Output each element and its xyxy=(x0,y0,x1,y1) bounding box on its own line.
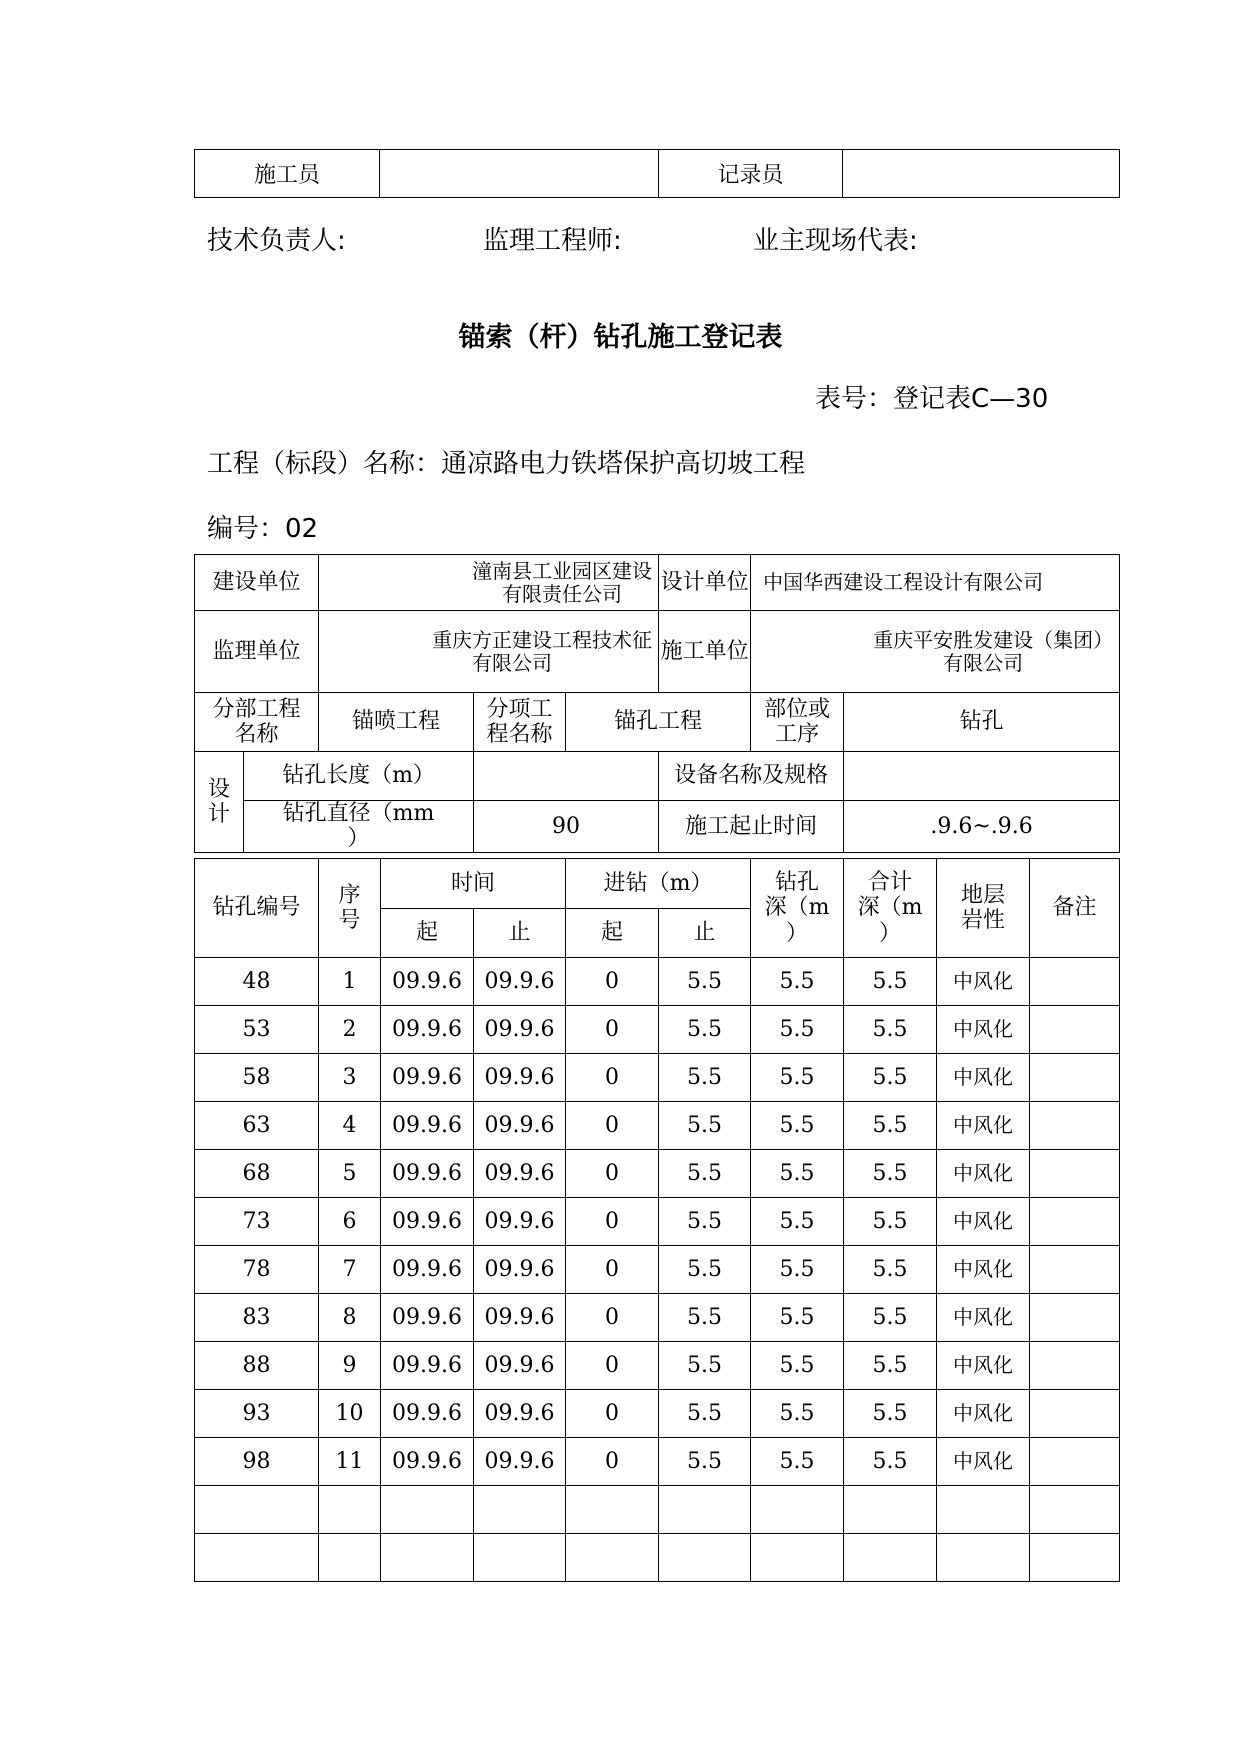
advance-end-cell: 5.5 xyxy=(659,1246,751,1294)
time-start-cell: 09.9.6 xyxy=(381,1150,474,1198)
advance-end-cell: 5.5 xyxy=(659,958,751,1006)
time-end-cell xyxy=(474,1486,566,1534)
advance-end-cell: 5.5 xyxy=(659,1102,751,1150)
advance-start-cell: 0 xyxy=(566,1342,659,1390)
hole-no-cell: 53 xyxy=(195,1006,319,1054)
depth-cell: 5.5 xyxy=(751,1246,844,1294)
remark-cell xyxy=(1030,1102,1120,1150)
time-end-cell: 09.9.6 xyxy=(474,1294,566,1342)
advance-start-cell xyxy=(566,1486,659,1534)
total-depth-cell: 5.5 xyxy=(844,1006,937,1054)
equipment-label: 设备名称及规格 xyxy=(659,752,844,801)
recorder-label: 记录员 xyxy=(659,150,843,198)
depth-cell: 5.5 xyxy=(751,1150,844,1198)
time-start-header: 起 xyxy=(381,909,474,958)
table-row xyxy=(195,1054,1120,1102)
time-start-cell: 09.9.6 xyxy=(381,1438,474,1486)
table-row xyxy=(195,1390,1120,1438)
time-start-cell: 09.9.6 xyxy=(381,1294,474,1342)
constructor-label: 施工员 xyxy=(195,150,380,198)
hole-no-cell: 93 xyxy=(195,1390,319,1438)
rock-cell: 中风化 xyxy=(937,1150,1030,1198)
advance-start-cell: 0 xyxy=(566,1054,659,1102)
rock-cell: 中风化 xyxy=(937,1102,1030,1150)
total-depth-cell: 5.5 xyxy=(844,1390,937,1438)
time-start-cell: 09.9.6 xyxy=(381,958,474,1006)
depth-cell xyxy=(751,1534,844,1582)
rock-cell: 中风化 xyxy=(937,1438,1030,1486)
time-end-header: 止 xyxy=(474,909,566,958)
period-value: .9.6~.9.6 xyxy=(844,801,1120,853)
remark-cell xyxy=(1030,1294,1120,1342)
seq-cell: 11 xyxy=(319,1438,381,1486)
time-end-cell: 09.9.6 xyxy=(474,1342,566,1390)
time-header: 时间 xyxy=(381,859,566,909)
hole-no-cell xyxy=(195,1486,319,1534)
time-end-cell: 09.9.6 xyxy=(474,1198,566,1246)
rock-cell: 中风化 xyxy=(937,1246,1030,1294)
rock-cell: 中风化 xyxy=(937,1054,1030,1102)
depth-cell: 5.5 xyxy=(751,1054,844,1102)
table-row xyxy=(195,1294,1120,1342)
table-row xyxy=(195,1246,1120,1294)
form-number: 表号：登记表C—30 xyxy=(815,384,1049,414)
total-depth-cell: 5.5 xyxy=(844,1102,937,1150)
division-value: 锚喷工程 xyxy=(319,693,474,752)
depth-cell: 5.5 xyxy=(751,1390,844,1438)
advance-start-cell: 0 xyxy=(566,1438,659,1486)
supervision-unit-label: 监理单位 xyxy=(195,611,319,693)
rock-cell: 中风化 xyxy=(937,1294,1030,1342)
time-end-cell: 09.9.6 xyxy=(474,1006,566,1054)
seq-cell: 4 xyxy=(319,1102,381,1150)
total-depth-cell: 5.5 xyxy=(844,1054,937,1102)
table-row xyxy=(195,1534,1120,1582)
advance-start-cell: 0 xyxy=(566,1390,659,1438)
depth-cell: 5.5 xyxy=(751,1294,844,1342)
depth-cell: 5.5 xyxy=(751,1342,844,1390)
hole-length-value xyxy=(474,752,659,801)
rock-cell xyxy=(937,1486,1030,1534)
serial-number: 编号：02 xyxy=(207,514,319,544)
total-depth-cell xyxy=(844,1486,937,1534)
table-row xyxy=(195,1006,1120,1054)
time-end-cell: 09.9.6 xyxy=(474,1150,566,1198)
period-label: 施工起止时间 xyxy=(659,801,844,853)
design-label: 设 计 xyxy=(195,752,244,853)
remark-cell xyxy=(1030,1006,1120,1054)
remark-cell xyxy=(1030,1438,1120,1486)
remark-cell xyxy=(1030,1342,1120,1390)
total-depth-header: 合计 深（m ） xyxy=(844,859,937,958)
time-start-cell: 09.9.6 xyxy=(381,1102,474,1150)
advance-end-cell: 5.5 xyxy=(659,1342,751,1390)
time-end-cell: 09.9.6 xyxy=(474,1390,566,1438)
rock-cell xyxy=(937,1534,1030,1582)
remark-cell xyxy=(1030,1534,1120,1582)
time-end-cell xyxy=(474,1534,566,1582)
hole-no-cell: 68 xyxy=(195,1150,319,1198)
hole-no-cell: 73 xyxy=(195,1198,319,1246)
time-start-cell: 09.9.6 xyxy=(381,1054,474,1102)
depth-cell xyxy=(751,1486,844,1534)
rock-cell: 中风化 xyxy=(937,1006,1030,1054)
contractor-label: 施工单位 xyxy=(659,611,751,693)
division-label: 分部工程 名称 xyxy=(195,693,319,752)
time-start-cell: 09.9.6 xyxy=(381,1342,474,1390)
depth-cell: 5.5 xyxy=(751,1006,844,1054)
contractor-value: 重庆平安胜发建设（集团） 有限公司 xyxy=(751,611,1120,693)
rock-cell: 中风化 xyxy=(937,1342,1030,1390)
total-depth-cell: 5.5 xyxy=(844,1342,937,1390)
time-end-cell: 09.9.6 xyxy=(474,1246,566,1294)
time-end-cell: 09.9.6 xyxy=(474,958,566,1006)
time-start-cell: 09.9.6 xyxy=(381,1390,474,1438)
supervision-unit-value: 重庆方正建设工程技术征 有限公司 xyxy=(319,611,659,693)
seq-cell: 5 xyxy=(319,1150,381,1198)
time-start-cell xyxy=(381,1486,474,1534)
seq-cell: 9 xyxy=(319,1342,381,1390)
hole-no-cell: 63 xyxy=(195,1102,319,1150)
tech-lead-label: 技术负责人: xyxy=(207,226,346,256)
advance-start-header: 起 xyxy=(566,909,659,958)
advance-start-cell: 0 xyxy=(566,1006,659,1054)
builder-value: 潼南县工业园区建设 有限责任公司 xyxy=(319,555,659,611)
hole-diameter-label: 钻孔直径（mm ） xyxy=(244,801,474,853)
total-depth-cell: 5.5 xyxy=(844,958,937,1006)
total-depth-cell: 5.5 xyxy=(844,1198,937,1246)
advance-end-cell: 5.5 xyxy=(659,1006,751,1054)
seq-cell: 2 xyxy=(319,1006,381,1054)
remark-cell xyxy=(1030,1390,1120,1438)
hole-no-cell: 48 xyxy=(195,958,319,1006)
table-row xyxy=(195,958,1120,1006)
time-start-cell xyxy=(381,1534,474,1582)
constructor-field[interactable] xyxy=(380,150,659,198)
equipment-value xyxy=(844,752,1120,801)
designer-label: 设计单位 xyxy=(659,555,751,611)
advance-end-cell: 5.5 xyxy=(659,1198,751,1246)
seq-cell: 8 xyxy=(319,1294,381,1342)
signature-line xyxy=(207,220,918,257)
part-label: 部位或 工序 xyxy=(751,693,844,752)
table-row xyxy=(195,1198,1120,1246)
advance-end-cell: 5.5 xyxy=(659,1054,751,1102)
remark-cell xyxy=(1030,1150,1120,1198)
advance-start-cell: 0 xyxy=(566,1246,659,1294)
part-value: 钻孔 xyxy=(844,693,1120,752)
remark-cell xyxy=(1030,1198,1120,1246)
advance-start-cell: 0 xyxy=(566,1198,659,1246)
advance-start-cell: 0 xyxy=(566,1294,659,1342)
hole-diameter-value: 90 xyxy=(474,801,659,853)
hole-length-label: 钻孔长度（m） xyxy=(244,752,474,801)
hole-no-cell xyxy=(195,1534,319,1582)
remark-cell xyxy=(1030,1486,1120,1534)
remark-cell xyxy=(1030,1246,1120,1294)
total-depth-cell: 5.5 xyxy=(844,1150,937,1198)
depth-cell: 5.5 xyxy=(751,1102,844,1150)
time-start-cell: 09.9.6 xyxy=(381,1246,474,1294)
advance-end-cell xyxy=(659,1534,751,1582)
subitem-label: 分项工 程名称 xyxy=(474,693,566,752)
depth-cell: 5.5 xyxy=(751,958,844,1006)
seq-cell: 3 xyxy=(319,1054,381,1102)
advance-end-cell: 5.5 xyxy=(659,1438,751,1486)
depth-cell: 5.5 xyxy=(751,1438,844,1486)
depth-header: 钻孔 深（m ） xyxy=(751,859,844,958)
hole-no-cell: 88 xyxy=(195,1342,319,1390)
seq-cell xyxy=(319,1534,381,1582)
advance-start-cell: 0 xyxy=(566,1150,659,1198)
seq-cell: 7 xyxy=(319,1246,381,1294)
seq-cell: 6 xyxy=(319,1198,381,1246)
hole-no-cell: 83 xyxy=(195,1294,319,1342)
drilling-data-table xyxy=(194,858,1120,1582)
remark-cell xyxy=(1030,1054,1120,1102)
time-end-cell: 09.9.6 xyxy=(474,1054,566,1102)
advance-start-cell xyxy=(566,1534,659,1582)
table-row xyxy=(195,1342,1120,1390)
seq-cell xyxy=(319,1486,381,1534)
advance-header: 进钻（m） xyxy=(566,859,751,909)
depth-cell: 5.5 xyxy=(751,1198,844,1246)
owner-rep-label: 业主现场代表: xyxy=(753,226,918,256)
advance-start-cell: 0 xyxy=(566,958,659,1006)
time-start-cell: 09.9.6 xyxy=(381,1006,474,1054)
total-depth-cell: 5.5 xyxy=(844,1438,937,1486)
advance-start-cell: 0 xyxy=(566,1102,659,1150)
total-depth-cell: 5.5 xyxy=(844,1294,937,1342)
subitem-value: 锚孔工程 xyxy=(566,693,751,752)
advance-end-cell: 5.5 xyxy=(659,1390,751,1438)
hole-no-cell: 98 xyxy=(195,1438,319,1486)
hole-no-header: 钻孔编号 xyxy=(195,859,319,958)
time-end-cell: 09.9.6 xyxy=(474,1438,566,1486)
total-depth-cell: 5.5 xyxy=(844,1246,937,1294)
total-depth-cell xyxy=(844,1534,937,1582)
rock-cell: 中风化 xyxy=(937,958,1030,1006)
time-start-cell: 09.9.6 xyxy=(381,1198,474,1246)
supervisor-engineer-label: 监理工程师: xyxy=(483,226,622,256)
seq-cell: 10 xyxy=(319,1390,381,1438)
seq-header: 序 号 xyxy=(319,859,381,958)
time-end-cell: 09.9.6 xyxy=(474,1102,566,1150)
advance-end-cell: 5.5 xyxy=(659,1150,751,1198)
advance-end-cell xyxy=(659,1486,751,1534)
designer-value: 中国华西建设工程设计有限公司 xyxy=(751,555,1120,611)
table-row xyxy=(195,1150,1120,1198)
remark-cell xyxy=(1030,958,1120,1006)
hole-no-cell: 78 xyxy=(195,1246,319,1294)
builder-label: 建设单位 xyxy=(195,555,319,611)
table-row xyxy=(195,1486,1120,1534)
remark-header: 备注 xyxy=(1030,859,1120,958)
rock-header: 地层 岩性 xyxy=(937,859,1030,958)
table-row xyxy=(195,1102,1120,1150)
drilling-register-table xyxy=(194,554,1120,853)
rock-cell: 中风化 xyxy=(937,1390,1030,1438)
project-name: 工程（标段）名称：通凉路电力铁塔保护高切坡工程 xyxy=(207,449,806,479)
advance-end-cell: 5.5 xyxy=(659,1294,751,1342)
page-title: 锚索（杆）钻孔施工登记表 xyxy=(458,322,783,353)
seq-cell: 1 xyxy=(319,958,381,1006)
hole-no-cell: 58 xyxy=(195,1054,319,1102)
table-row xyxy=(195,1438,1120,1486)
recorder-field[interactable] xyxy=(843,150,1120,198)
staff-table xyxy=(194,149,1120,198)
rock-cell: 中风化 xyxy=(937,1198,1030,1246)
advance-end-header: 止 xyxy=(659,909,751,958)
